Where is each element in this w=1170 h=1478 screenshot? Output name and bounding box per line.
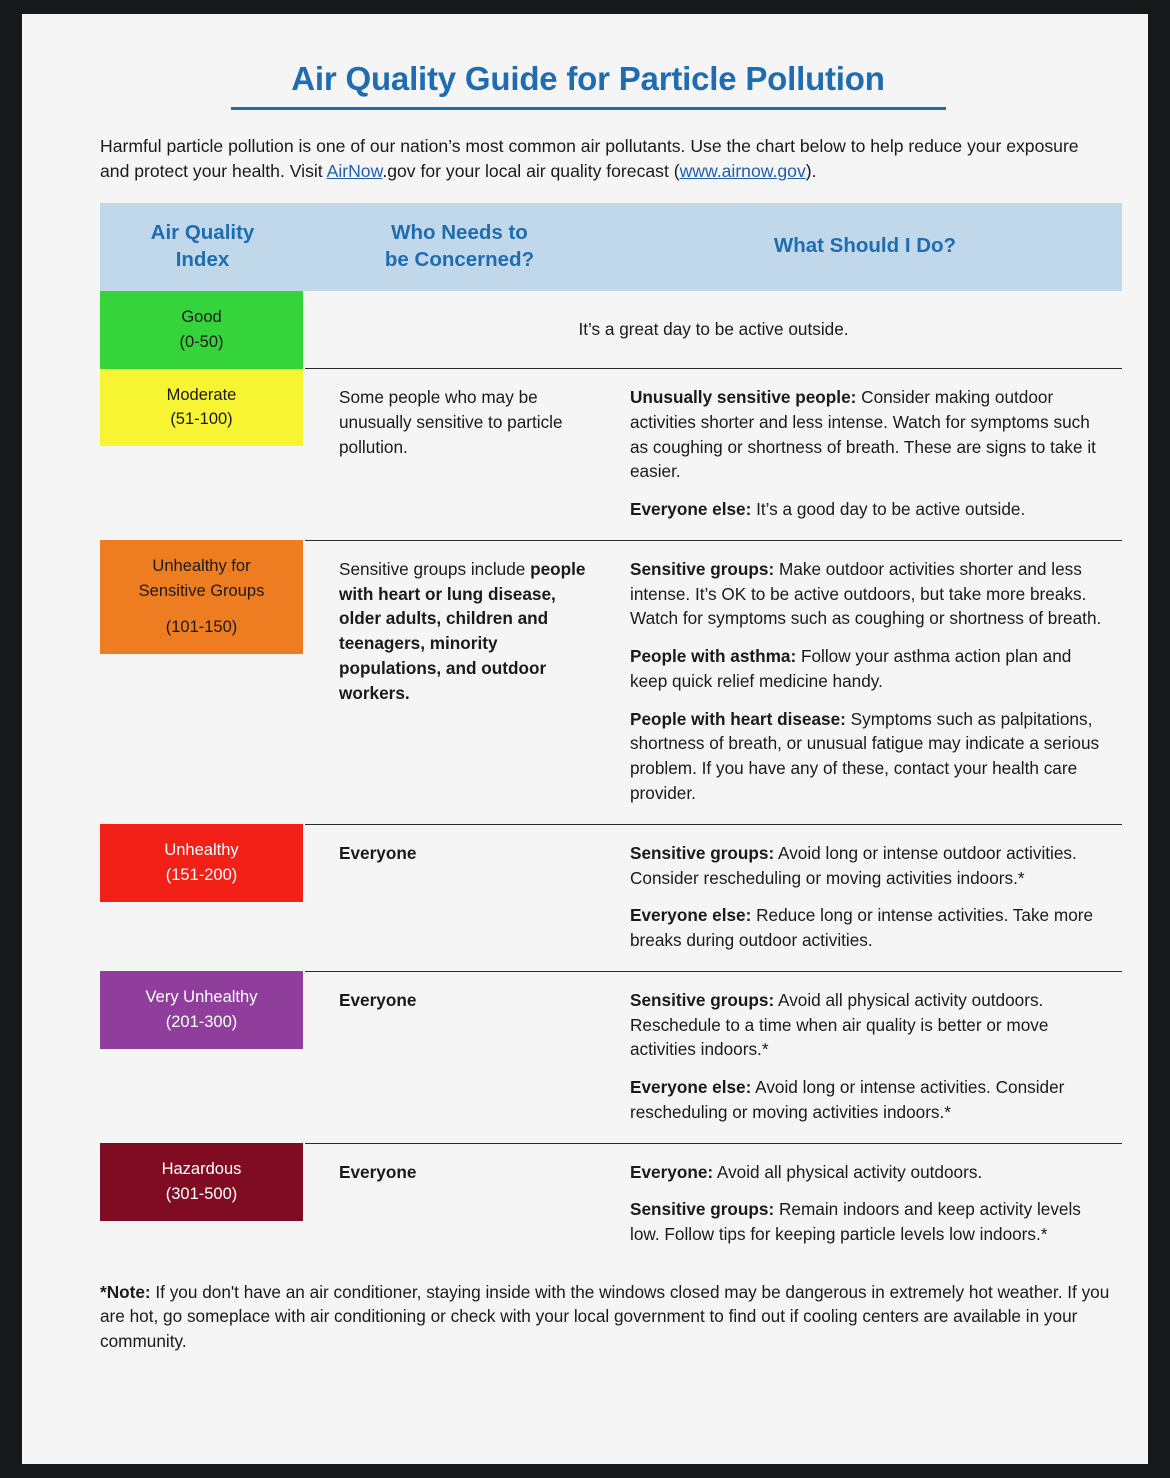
advice-group-label: Everyone else: <box>630 905 752 926</box>
aqi-range: (101-150) <box>165 617 238 636</box>
advice-group-label: Everyone else: <box>630 499 752 520</box>
advice-body-text: It’s a good day to be active outside. <box>751 499 1026 520</box>
table-row <box>100 369 1122 541</box>
aqi-category-name-line2: Sensitive Groups <box>138 582 265 601</box>
aqi-range: (0-50) <box>179 332 224 351</box>
intro-text-part3: ). <box>805 160 817 181</box>
column-header-air-quality-index <box>100 203 305 291</box>
table-header-row <box>100 203 1122 291</box>
who-text-bold: Everyone <box>339 989 417 1010</box>
advice-paragraph <box>630 903 1112 953</box>
intro-paragraph <box>100 134 1085 184</box>
advice-body-text: Symptoms such as palpitations, shortness of breath, or unusual fatigue may indicate a serious problem. If you have any of these, contact your health care provider. <box>630 708 1100 803</box>
advice-body-text: Avoid long or intense outdoor activities. Consider rescheduling or moving activities indoors.* <box>630 842 1077 888</box>
advice-paragraph <box>630 1075 1112 1125</box>
aqi-category-name: Hazardous <box>161 1160 242 1179</box>
header-line-1: Who Needs to <box>391 220 528 244</box>
who-text: Some people who may be unusually sensitive to particle pollution. <box>339 387 563 457</box>
table-row <box>100 291 1122 369</box>
aqi-range: (201-300) <box>165 1013 238 1032</box>
advice-group-label: People with heart disease: <box>630 708 846 729</box>
table-row <box>100 824 1122 971</box>
footnote-label: *Note: <box>100 1281 151 1302</box>
aqi-range: (301-500) <box>165 1184 238 1203</box>
advice-paragraph <box>630 988 1112 1062</box>
aqi-category-cell <box>100 971 305 1143</box>
advice-body-text: Avoid all physical activity outdoors. Reschedule to a time when air quality is better or move activities indoors.* <box>630 989 1049 1060</box>
advice-body-text: Consider making outdoor activities shorter and less intense. Watch for symptoms such as coughing or shortness of breath. These are signs to take it easier. <box>630 387 1096 482</box>
advice-paragraph <box>630 497 1112 522</box>
footnote <box>100 1280 1122 1353</box>
advice-body-text: Avoid all physical activity outdoors. <box>713 1161 983 1182</box>
table-row <box>100 971 1122 1143</box>
intro-text-part1: Harmful particle pollution is one of our nation’s most common air pollutants. Use the chart below to help reduce your exposure and protect your health. Visit <box>100 136 1079 181</box>
advice-text: It’s a great day to be active outside. <box>578 319 849 340</box>
aqi-category-name: Unhealthy for <box>152 557 251 576</box>
advice-paragraph <box>630 1160 1112 1185</box>
aqi-range: (51-100) <box>170 410 233 429</box>
column-header-who-needs-to-be-concerned <box>305 203 608 291</box>
what-should-i-do-cell <box>608 540 1122 824</box>
aqi-category-cell <box>100 1143 305 1265</box>
aqi-category-name: Unhealthy <box>164 841 239 860</box>
aqi-range: (151-200) <box>165 866 238 884</box>
advice-paragraph <box>630 557 1112 631</box>
aqi-color-swatch <box>100 971 303 1049</box>
aqi-category-name: Very Unhealthy <box>145 988 258 1007</box>
who-needs-concern-cell <box>305 971 608 1143</box>
aqi-category-name: Moderate <box>166 385 237 404</box>
intro-text-part2: .gov for your local air quality forecast ( <box>382 160 680 181</box>
who-text-bold: Everyone <box>339 1161 417 1182</box>
advice-group-label: Sensitive groups: <box>630 989 775 1010</box>
aqi-category-cell <box>100 824 305 971</box>
who-needs-concern-cell <box>305 540 608 824</box>
advice-group-label: Unusually sensitive people: <box>630 387 857 408</box>
advice-group-label: Everyone else: <box>630 1077 752 1098</box>
who-needs-concern-cell <box>305 369 608 541</box>
aqi-color-swatch <box>100 1143 303 1221</box>
document-page <box>22 14 1148 1353</box>
who-needs-concern-cell <box>305 1143 608 1265</box>
spacer <box>110 604 293 615</box>
aqi-category-cell <box>100 369 305 541</box>
aqi-color-swatch <box>100 291 303 369</box>
advice-paragraph <box>630 644 1112 694</box>
what-should-i-do-cell <box>608 1143 1122 1265</box>
advice-cell-spanning <box>305 291 1122 369</box>
footnote-text: If you don't have an air conditioner, staying inside with the windows closed may be dangerous in extremely hot weather. If you are hot, go someplace with air conditioning or check with your local government to find out if cooling centers are available in your community. <box>100 1281 1110 1351</box>
table-row <box>100 1143 1122 1265</box>
aqi-color-swatch <box>100 824 303 902</box>
advice-group-label: Sensitive groups: <box>630 842 775 863</box>
who-text-plain: Sensitive groups include <box>339 558 531 579</box>
advice-body-text: Avoid long or intense activities. Consider rescheduling or moving activities indoors.* <box>630 1077 1065 1122</box>
advice-body-text: Reduce long or intense activities. Take more breaks during outdoor activities. <box>630 905 1094 951</box>
aqi-color-swatch <box>100 369 303 447</box>
advice-body-text: Make outdoor activities shorter and less intense. It’s OK to be active outdoors, but take more breaks. Watch for symptoms such as coughing or shortness of breath. <box>630 558 1102 629</box>
who-needs-concern-cell <box>305 824 608 971</box>
column-header-what-should-i-do: What Should I Do? <box>608 203 1122 291</box>
airnow-link[interactable]: AirNow <box>326 160 383 181</box>
page-title: Air Quality Guide for Particle Pollution <box>291 60 885 97</box>
advice-group-label: Everyone: <box>630 1161 714 1182</box>
air-quality-index-table <box>100 203 1122 1265</box>
aqi-category-name: Good <box>181 308 222 327</box>
advice-body-text: Remain indoors and keep activity levels low. Follow tips for keeping particle levels low indoors.* <box>630 1199 1081 1245</box>
advice-group-label: Sensitive groups: <box>630 1199 775 1220</box>
who-text-bold: Everyone <box>339 842 417 863</box>
header-line-2: Index <box>175 247 230 271</box>
table-body <box>100 291 1122 1265</box>
advice-paragraph <box>630 1197 1112 1247</box>
advice-group-label: People with asthma: <box>630 646 797 667</box>
header-line-2: be Concerned? <box>384 247 535 271</box>
page-frame <box>22 14 1148 1464</box>
what-should-i-do-cell <box>608 369 1122 541</box>
what-should-i-do-cell <box>608 824 1122 971</box>
title-underline <box>231 107 946 110</box>
header-line-1: Air Quality <box>150 220 255 244</box>
who-text-bold: people with heart or lung disease, older adults, children and teenagers, minority populations, and outdoor workers. <box>339 558 586 703</box>
what-should-i-do-cell <box>608 971 1122 1143</box>
advice-paragraph <box>630 707 1112 806</box>
advice-paragraph <box>630 385 1112 484</box>
aqi-category-cell <box>100 291 305 369</box>
aqi-color-swatch <box>100 540 303 653</box>
advice-body-text: Follow your asthma action plan and keep quick relief medicine handy. <box>630 646 1072 691</box>
advice-group-label: Sensitive groups: <box>630 558 775 579</box>
aqi-category-cell <box>100 540 305 824</box>
advice-paragraph <box>630 841 1112 891</box>
table-row <box>100 540 1122 824</box>
airnow-url-link[interactable]: www.airnow.gov <box>679 160 806 181</box>
table-header <box>100 203 1122 291</box>
